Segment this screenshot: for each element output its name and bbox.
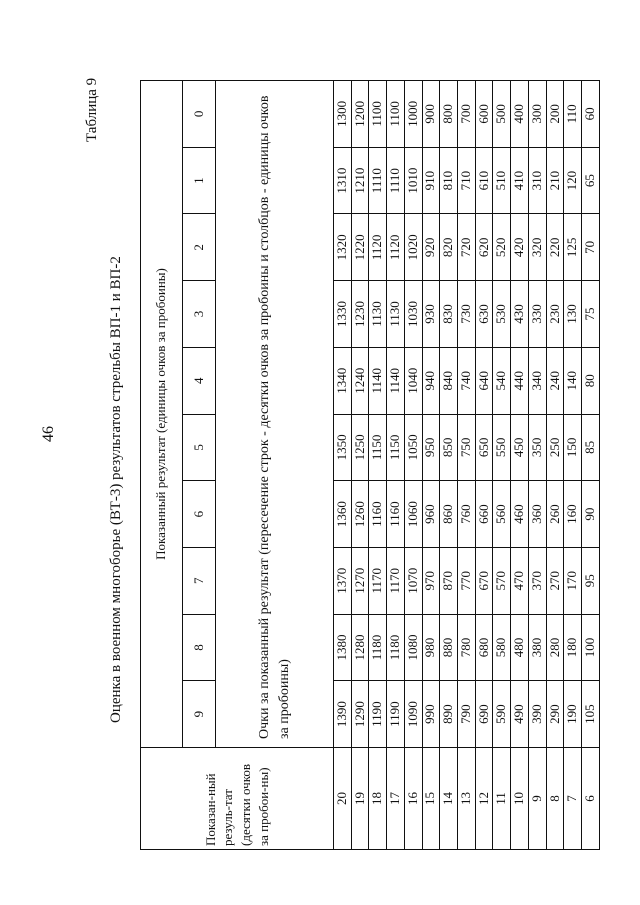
- score-body: [334, 81, 600, 850]
- table-row: [564, 81, 582, 850]
- score-cell: 180: [564, 614, 582, 681]
- column-header: 9: [183, 681, 216, 748]
- row-tens-cell: 16: [404, 748, 422, 850]
- score-cell: 860: [440, 481, 458, 548]
- score-cell: 70: [582, 214, 600, 281]
- score-cell: 1200: [351, 81, 369, 148]
- score-cell: 100: [582, 614, 600, 681]
- score-cell: 290: [546, 681, 564, 748]
- score-cell: 1270: [351, 547, 369, 614]
- score-cell: 280: [546, 614, 564, 681]
- table-row: [334, 81, 352, 850]
- score-cell: 850: [440, 414, 458, 481]
- table-row: [475, 81, 493, 850]
- score-cell: 1390: [334, 681, 352, 748]
- score-cell: 720: [458, 214, 476, 281]
- score-cell: 1230: [351, 281, 369, 348]
- table-row: [387, 81, 405, 850]
- score-cell: 1160: [387, 481, 405, 548]
- score-cell: 105: [582, 681, 600, 748]
- score-cell: 780: [458, 614, 476, 681]
- score-cell: 1340: [334, 347, 352, 414]
- score-cell: 770: [458, 547, 476, 614]
- score-cell: 630: [475, 281, 493, 348]
- score-cell: 580: [493, 614, 511, 681]
- score-cell: 1100: [369, 81, 387, 148]
- score-cell: 1310: [334, 147, 352, 214]
- score-cell: 1000: [404, 81, 422, 148]
- score-table: [140, 80, 600, 850]
- score-cell: 1320: [334, 214, 352, 281]
- score-cell: 940: [422, 347, 440, 414]
- row-header: Показан-ный резуль-тат (десятки очков за пробои-ны): [141, 748, 334, 850]
- score-cell: 1100: [387, 81, 405, 148]
- score-cell: 650: [475, 414, 493, 481]
- score-cell: 450: [511, 414, 529, 481]
- score-cell: 1030: [404, 281, 422, 348]
- score-cell: 1380: [334, 614, 352, 681]
- score-cell: 520: [493, 214, 511, 281]
- score-cell: 420: [511, 214, 529, 281]
- score-cell: 340: [528, 347, 546, 414]
- score-cell: 380: [528, 614, 546, 681]
- score-cell: 740: [458, 347, 476, 414]
- score-cell: 150: [564, 414, 582, 481]
- score-cell: 1090: [404, 681, 422, 748]
- score-cell: 570: [493, 547, 511, 614]
- score-cell: 1370: [334, 547, 352, 614]
- score-cell: 1120: [387, 214, 405, 281]
- score-cell: 1110: [387, 147, 405, 214]
- row-tens-cell: 15: [422, 748, 440, 850]
- score-cell: 750: [458, 414, 476, 481]
- score-cell: 310: [528, 147, 546, 214]
- score-cell: 240: [546, 347, 564, 414]
- score-cell: 970: [422, 547, 440, 614]
- score-cell: 1260: [351, 481, 369, 548]
- score-cell: 680: [475, 614, 493, 681]
- score-cell: 550: [493, 414, 511, 481]
- column-header: 3: [183, 281, 216, 348]
- table-row: [546, 81, 564, 850]
- row-tens-cell: 9: [528, 748, 546, 850]
- score-cell: 480: [511, 614, 529, 681]
- score-cell: 530: [493, 281, 511, 348]
- row-tens-cell: 20: [334, 748, 352, 850]
- score-cell: 1240: [351, 347, 369, 414]
- score-cell: 840: [440, 347, 458, 414]
- row-tens-cell: 10: [511, 748, 529, 850]
- score-cell: 810: [440, 147, 458, 214]
- score-cell: 440: [511, 347, 529, 414]
- score-cell: 950: [422, 414, 440, 481]
- table-row: [511, 81, 529, 850]
- table-row: [440, 81, 458, 850]
- score-cell: 210: [546, 147, 564, 214]
- header-row-group: [141, 81, 183, 850]
- score-cell: 1220: [351, 214, 369, 281]
- score-cell: 560: [493, 481, 511, 548]
- table-row: [422, 81, 440, 850]
- score-cell: 670: [475, 547, 493, 614]
- score-cell: 350: [528, 414, 546, 481]
- column-header-row: [183, 81, 216, 850]
- score-cell: 920: [422, 214, 440, 281]
- score-cell: 610: [475, 147, 493, 214]
- score-cell: 260: [546, 481, 564, 548]
- score-cell: 710: [458, 147, 476, 214]
- row-tens-cell: 12: [475, 748, 493, 850]
- score-cell: 140: [564, 347, 582, 414]
- column-header: 8: [183, 614, 216, 681]
- column-header: 0: [183, 81, 216, 148]
- score-cell: 65: [582, 147, 600, 214]
- score-cell: 125: [564, 214, 582, 281]
- column-header: 5: [183, 414, 216, 481]
- table-row: [351, 81, 369, 850]
- score-cell: 410: [511, 147, 529, 214]
- score-cell: 75: [582, 281, 600, 348]
- score-cell: 200: [546, 81, 564, 148]
- score-cell: 120: [564, 147, 582, 214]
- score-cell: 1300: [334, 81, 352, 148]
- score-cell: 1160: [369, 481, 387, 548]
- score-cell: 230: [546, 281, 564, 348]
- score-cell: 1350: [334, 414, 352, 481]
- score-cell: 1020: [404, 214, 422, 281]
- score-cell: 510: [493, 147, 511, 214]
- row-tens-cell: 14: [440, 748, 458, 850]
- score-cell: 270: [546, 547, 564, 614]
- score-cell: 1120: [369, 214, 387, 281]
- score-cell: 1150: [369, 414, 387, 481]
- score-cell: 830: [440, 281, 458, 348]
- score-cell: 360: [528, 481, 546, 548]
- score-cell: 90: [582, 481, 600, 548]
- score-cell: 760: [458, 481, 476, 548]
- score-cell: 1050: [404, 414, 422, 481]
- table-row: [528, 81, 546, 850]
- table-row: [493, 81, 511, 850]
- score-cell: 330: [528, 281, 546, 348]
- score-cell: 910: [422, 147, 440, 214]
- row-tens-cell: 18: [369, 748, 387, 850]
- column-header: 2: [183, 214, 216, 281]
- score-cell: 460: [511, 481, 529, 548]
- score-cell: 400: [511, 81, 529, 148]
- score-cell: 1290: [351, 681, 369, 748]
- row-tens-cell: 8: [546, 748, 564, 850]
- score-cell: 730: [458, 281, 476, 348]
- table-label: Таблица 9: [84, 77, 100, 142]
- column-header: 6: [183, 481, 216, 548]
- score-cell: 85: [582, 414, 600, 481]
- score-cell: 1070: [404, 547, 422, 614]
- score-cell: 1150: [387, 414, 405, 481]
- table-title: Оценка в военном многоборье (ВТ-3) результатов стрельбы ВП-1 и ВП-2: [108, 256, 124, 723]
- column-header: 7: [183, 547, 216, 614]
- row-tens-cell: 17: [387, 748, 405, 850]
- score-cell: 1170: [387, 547, 405, 614]
- score-cell: 95: [582, 547, 600, 614]
- score-cell: 300: [528, 81, 546, 148]
- score-cell: 190: [564, 681, 582, 748]
- score-cell: 620: [475, 214, 493, 281]
- score-cell: 1170: [369, 547, 387, 614]
- score-cell: 890: [440, 681, 458, 748]
- score-cell: 1010: [404, 147, 422, 214]
- score-cell: 1180: [369, 614, 387, 681]
- score-cell: 700: [458, 81, 476, 148]
- score-cell: 160: [564, 481, 582, 548]
- score-cell: 600: [475, 81, 493, 148]
- score-cell: 1130: [369, 281, 387, 348]
- table-note: Очки за показанный результат (пересечение строк - десятки очков за пробоины и столбцов - единицы очков за пробоины): [216, 81, 334, 748]
- score-cell: 80: [582, 347, 600, 414]
- note-row: [216, 81, 334, 850]
- table-row: [369, 81, 387, 850]
- row-tens-cell: 6: [582, 748, 600, 850]
- score-cell: 640: [475, 347, 493, 414]
- score-cell: 820: [440, 214, 458, 281]
- score-cell: 800: [440, 81, 458, 148]
- score-cell: 1130: [387, 281, 405, 348]
- row-tens-cell: 7: [564, 748, 582, 850]
- row-tens-cell: 13: [458, 748, 476, 850]
- score-cell: 1190: [387, 681, 405, 748]
- score-cell: 1140: [387, 347, 405, 414]
- score-cell: 60: [582, 81, 600, 148]
- score-cell: 690: [475, 681, 493, 748]
- score-cell: 390: [528, 681, 546, 748]
- score-cell: 500: [493, 81, 511, 148]
- score-cell: 1190: [369, 681, 387, 748]
- score-cell: 250: [546, 414, 564, 481]
- row-tens-cell: 19: [351, 748, 369, 850]
- score-cell: 220: [546, 214, 564, 281]
- score-cell: 980: [422, 614, 440, 681]
- score-cell: 1140: [369, 347, 387, 414]
- score-table-wrapper: [140, 80, 600, 850]
- score-cell: 660: [475, 481, 493, 548]
- score-cell: 1060: [404, 481, 422, 548]
- page-number: 46: [40, 426, 57, 442]
- score-cell: 170: [564, 547, 582, 614]
- score-cell: 880: [440, 614, 458, 681]
- score-cell: 1080: [404, 614, 422, 681]
- score-cell: 1110: [369, 147, 387, 214]
- column-header: 4: [183, 347, 216, 414]
- score-cell: 1210: [351, 147, 369, 214]
- score-cell: 130: [564, 281, 582, 348]
- table-row: [458, 81, 476, 850]
- table-row: [404, 81, 422, 850]
- column-header: 1: [183, 147, 216, 214]
- score-cell: 1280: [351, 614, 369, 681]
- score-cell: 930: [422, 281, 440, 348]
- score-cell: 990: [422, 681, 440, 748]
- score-cell: 1250: [351, 414, 369, 481]
- score-cell: 1040: [404, 347, 422, 414]
- score-cell: 590: [493, 681, 511, 748]
- column-group-header: Показанный результат (единицы очков за пробоины): [141, 81, 183, 748]
- score-cell: 1180: [387, 614, 405, 681]
- score-cell: 370: [528, 547, 546, 614]
- score-cell: 470: [511, 547, 529, 614]
- score-cell: 430: [511, 281, 529, 348]
- score-cell: 540: [493, 347, 511, 414]
- score-cell: 870: [440, 547, 458, 614]
- row-tens-cell: 11: [493, 748, 511, 850]
- table-row: [582, 81, 600, 850]
- score-cell: 320: [528, 214, 546, 281]
- score-cell: 790: [458, 681, 476, 748]
- score-cell: 960: [422, 481, 440, 548]
- score-cell: 1330: [334, 281, 352, 348]
- score-cell: 490: [511, 681, 529, 748]
- score-cell: 110: [564, 81, 582, 148]
- score-cell: 900: [422, 81, 440, 148]
- score-cell: 1360: [334, 481, 352, 548]
